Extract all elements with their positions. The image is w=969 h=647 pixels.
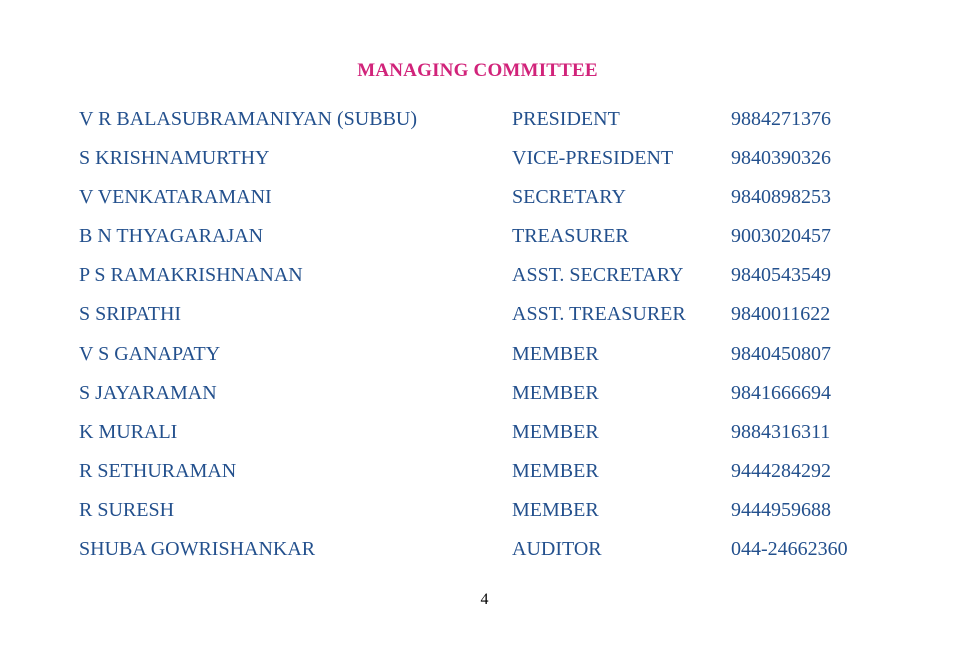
list-item (79, 538, 899, 577)
member-role: SECRETARY (512, 186, 626, 209)
member-role: MEMBER (512, 342, 599, 365)
list-item (79, 460, 899, 499)
member-role: MEMBER (512, 420, 599, 443)
list-item (79, 499, 899, 538)
member-phone: 9840543549 (731, 264, 831, 287)
member-role: MEMBER (512, 381, 599, 404)
list-item (79, 264, 899, 303)
member-phone: 9444959688 (731, 498, 831, 521)
list-item (79, 147, 899, 186)
member-name: V VENKATARAMANI (79, 186, 272, 209)
list-item (79, 225, 899, 264)
member-name: V R BALASUBRAMANIYAN (SUBBU) (79, 108, 418, 130)
member-name: SHUBA GOWRISHANKAR (79, 538, 316, 561)
list-item (79, 186, 899, 225)
list-item (79, 303, 899, 342)
member-phone: 9884316311 (731, 420, 831, 443)
page-number: 4 (480, 591, 489, 608)
member-name: S KRISHNAMURTHY (79, 147, 270, 170)
list-item (79, 421, 899, 460)
member-name: P S RAMAKRISHNANAN (79, 264, 303, 287)
member-phone: 9444284292 (731, 459, 831, 482)
member-name: B N THYAGARAJAN (79, 225, 264, 248)
member-role: AUDITOR (512, 538, 602, 561)
member-role: VICE-PRESIDENT (512, 147, 674, 170)
member-phone: 9840450807 (731, 342, 831, 365)
member-name: R SURESH (79, 498, 175, 521)
member-name: R SETHURAMAN (79, 459, 237, 482)
member-role: MEMBER (512, 498, 599, 521)
member-role: MEMBER (512, 459, 599, 482)
member-phone: 9840898253 (731, 186, 831, 209)
member-phone: 9884271376 (731, 108, 831, 130)
member-role: PRESIDENT (512, 108, 620, 130)
member-name: S JAYARAMAN (79, 381, 217, 404)
list-item (79, 108, 899, 147)
member-phone: 044-24662360 (731, 538, 848, 561)
member-role: TREASURER (512, 225, 629, 248)
member-phone: 9003020457 (731, 225, 831, 248)
list-item (79, 382, 899, 421)
member-name: K MURALI (79, 420, 178, 443)
member-phone: 9841666694 (731, 381, 831, 404)
member-name: V S GANAPATY (79, 342, 221, 365)
list-item (79, 343, 899, 382)
member-role: ASST. SECRETARY (512, 264, 684, 287)
committee-list (79, 108, 899, 577)
page-title: MANAGING COMMITTEE (357, 60, 598, 81)
member-role: ASST. TREASURER (512, 303, 686, 326)
member-phone: 9840011622 (731, 303, 831, 326)
member-phone: 9840390326 (731, 147, 831, 170)
member-name: S SRIPATHI (79, 303, 182, 326)
